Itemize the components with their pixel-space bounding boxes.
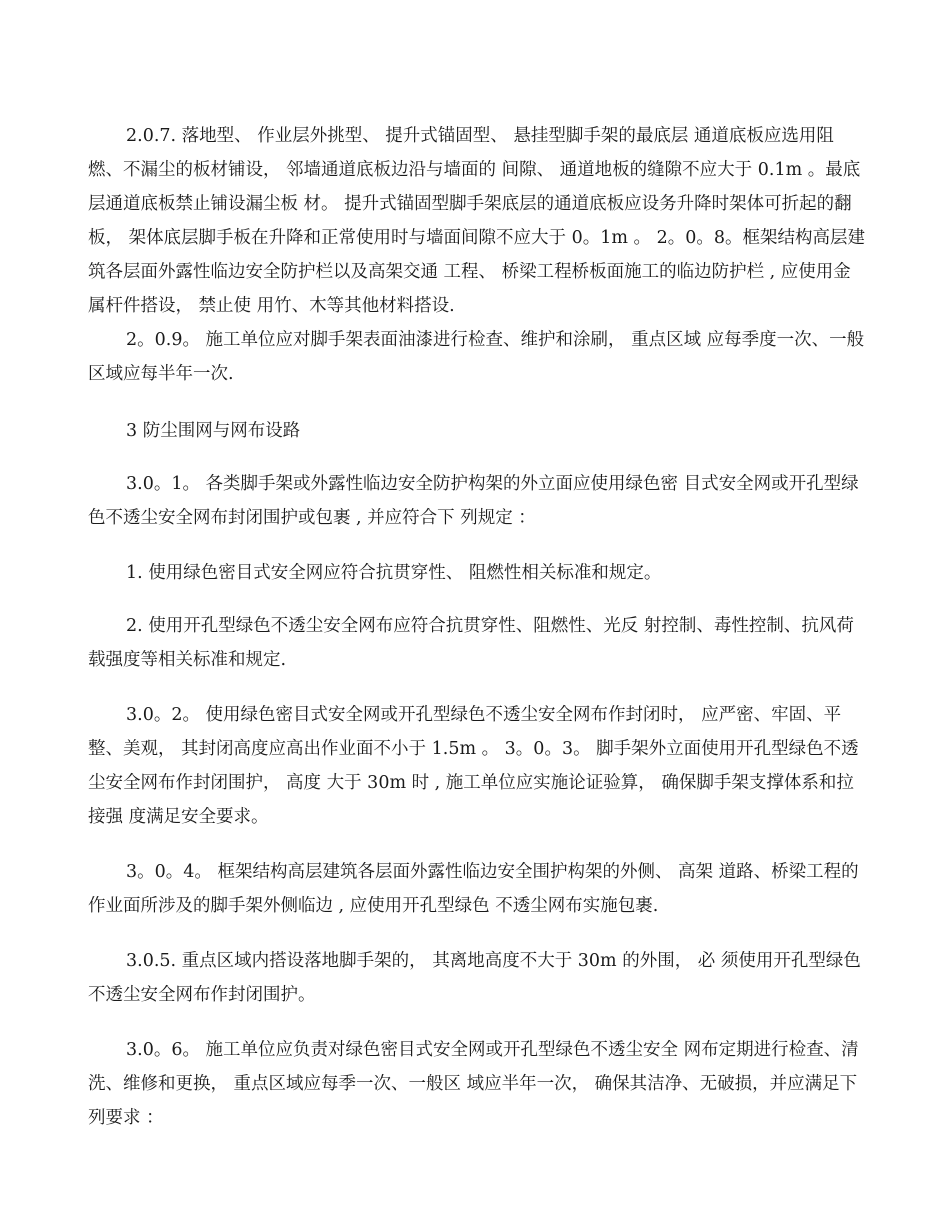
- paragraph-3-0-5: 3.0.5. 重点区域内搭设落地脚手架的， 其离地高度不大于 30m 的外围， 必 须使用开孔型绿色不透尘安全网布作封闭围护。: [88, 951, 861, 1005]
- paragraph-3-0-4: 3。0。4。 框架结构高层建筑各层面外露性临边安全围护构架的外侧、 高架 道路、桥梁工程的作业面所涉及的脚手架外侧临边 , 应使用开孔型绿色 不透尘网布实施包裹.: [88, 862, 859, 916]
- list-item-1: 1. 使用绿色密目式安全网应符合抗贯穿性、 阻燃性相关标准和规定。: [126, 563, 662, 583]
- paragraph-2-0-9: 2。0.9。 施工单位应对脚手架表面油漆进行检查、维护和涂刷， 重点区域 应每季度一次、一般区域应每半年一次.: [88, 330, 865, 384]
- paragraph-3-0-2: 3.0。2。 使用绿色密目式安全网或开孔型绿色不透尘安全网布作封闭时， 应严密、牢固、平整、美观， 其封闭高度应高出作业面不小于 1.5m 。 3。0。3。 脚手架外立面使用开孔型绿色不透尘安全网布作封闭围护， 高度 大于 30m 时 , 施工单位应实施论证验算， 确保脚手架支撑体系和拉接强 度满足安全要求。: [88, 705, 859, 827]
- section-heading-3: 3 防尘围网与网布设路: [126, 421, 301, 441]
- paragraph-3-0-1: 3.0。1。 各类脚手架或外露性临边安全防护构架的外立面应使用绿色密 目式安全网或开孔型绿色不透尘安全网布封闭围护或包裹 , 并应符合下 列规定 ：: [88, 474, 859, 528]
- paragraph-2-0-7: 2.0.7. 落地型、 作业层外挑型、 提升式锚固型、 悬挂型脚手架的最底层 通道底板应选用阻燃、不漏尘的板材铺设， 邻墙通道底板边沿与墙面的 间隙、 通道地板的缝隙不应大于 0.1m 。最底层通道底板禁止铺设漏尘板 材。 提升式锚固型脚手架底层的通道底板应设务升降时架体可折起的翻 板， 架体底层脚手板在升降和正常使用时与墙面间隙不应大于 0。1m 。 2。0。8。框架结构高层建筑各层面外露性临边安全防护栏以及高架交通 工程、 桥梁工程桥板面施工的临边防护栏 , 应使用金属杆件搭设， 禁止使 用竹、木等其他材料搭设.: [88, 126, 866, 316]
- list-item-2: 2. 使用开孔型绿色不透尘安全网布应符合抗贯穿性、阻燃性、光反 射控制、毒性控制、抗风荷载强度等相关标准和规定.: [88, 616, 854, 670]
- paragraph-3-0-6: 3.0。6。 施工单位应负责对绿色密目式安全网或开孔型绿色不透尘安全 网布定期进行检查、清洗、维修和更换， 重点区域应每季一次、一般区 域应半年一次， 确保其洁净、无破损，并应满足下列要求 ：: [88, 1040, 859, 1128]
